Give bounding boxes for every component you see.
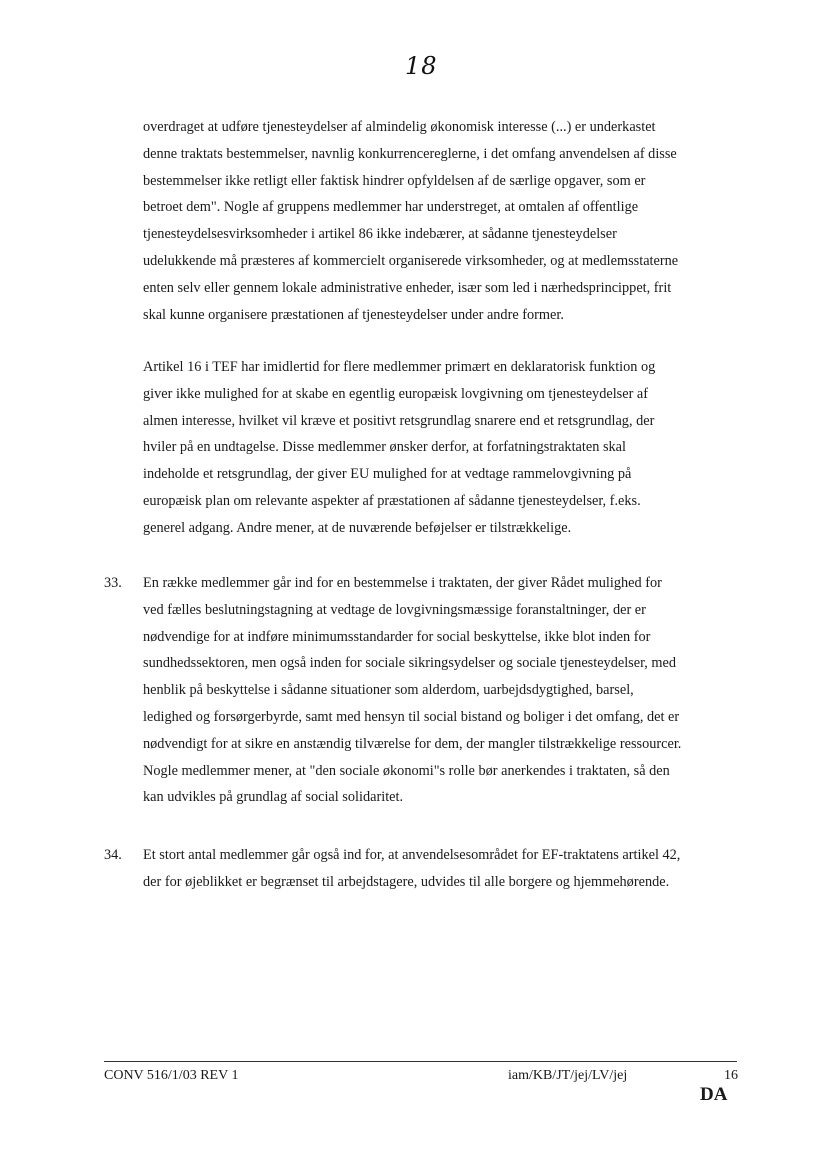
text-line: bestemmelser ikke retligt eller faktisk hindrer opfyldelsen af de særlige opgaver, som er — [143, 172, 646, 189]
text-line: kan udvikles på grundlag af social solidaritet. — [143, 789, 404, 806]
text-line: der for øjeblikket er begrænset til arbejdstagere, udvides til alle borgere og hjemmehørende. — [143, 873, 670, 890]
text-line: nødvendigt for at sikre en anstændig tilværelse for dem, der mangler tilstrækkelige ressourcer. — [143, 735, 682, 752]
text-line: tjenesteydelsesvirksomheder i artikel 86 ikke indebærer, at sådanne tjenesteydelser — [143, 226, 617, 243]
text-line: Et stort antal medlemmer går også ind for, at anvendelsesområdet for EF-traktatens artikel 42, — [143, 847, 681, 863]
paragraph-article-16 — [143, 354, 743, 542]
paragraph-number-33: 33. — [104, 575, 122, 591]
text-line: denne traktats bestemmelser, navnlig konkurrencereglerne, i det omfang anvendelsen af disse — [143, 145, 677, 162]
text-line: enten selv eller gennem lokale administrative enheder, især som led i nærhedsprincippet, frit — [143, 279, 672, 296]
text-line: udelukkende må præsteres af kommercielt organiserede virksomheder, og at medlemsstaterne — [143, 252, 679, 269]
handwritten-page-mark: 18 — [405, 52, 438, 80]
paragraph-continuation — [143, 114, 743, 328]
text-line: hviler på en undtagelse. Disse medlemmer ønsker derfor, at forfatningstraktaten skal — [143, 439, 626, 456]
paragraph-number-34: 34. — [104, 847, 122, 863]
text-line: En række medlemmer går ind for en bestemmelse i traktaten, der giver Rådet mulighed for — [143, 575, 662, 591]
text-line: ved fælles beslutningstagning at vedtage de lovgivningsmæssige foranstaltninger, der er — [143, 601, 646, 618]
text-line: Nogle medlemmer mener, at "den sociale økonomi"s rolle bør anerkendes i traktaten, så den — [143, 762, 670, 779]
text-line: europæisk plan om relevante aspekter af præstationen af sådanne tjenesteydelser, f.eks. — [143, 492, 641, 509]
text-line: sundhedssektoren, men også inden for sociale sikringsydelser og sociale tjenesteydelser, med — [143, 655, 677, 672]
footer-language-code: DA — [700, 1084, 728, 1105]
text-line: nødvendige for at indføre minimumsstandarder for social beskyttelse, ikke blot inden for — [143, 628, 651, 645]
footer-divider — [104, 1061, 737, 1062]
footer-initials: iam/KB/JT/jej/LV/jej — [508, 1068, 628, 1083]
text-line: almen interesse, hvilket vil kræve et positivt retsgrundlag snarere end et retsgrundlag, der — [143, 412, 655, 429]
text-line: ledighed og forsørgerbyrde, samt med hensyn til social bistand og boliger i det omfang, det er — [143, 708, 680, 725]
footer-document-reference: CONV 516/1/03 REV 1 — [104, 1068, 239, 1083]
paragraph-33 — [143, 570, 743, 811]
text-line: betroet dem". Nogle af gruppens medlemmer har understreget, at omtalen af offentlige — [143, 199, 639, 216]
text-line: giver ikke mulighed for at skabe en egentlig europæisk lovgivning om tjenesteydelser af — [143, 385, 649, 402]
text-line: skal kunne organisere præstationen af tjenesteydelser under andre former. — [143, 306, 564, 323]
text-line: overdraget at udføre tjenesteydelser af almindelig økonomisk interesse (...) er underkastet — [143, 119, 656, 135]
text-line: generel adgang. Andre mener, at de nuværende beføjelser er tilstrækkelige. — [143, 519, 572, 536]
text-line: indeholde et retsgrundlag, der giver EU mulighed for at vedtage rammelovgivning på — [143, 466, 632, 483]
paragraph-34 — [143, 842, 743, 896]
text-line: Artikel 16 i TEF har imidlertid for flere medlemmer primært en deklaratorisk funktion og — [143, 359, 656, 375]
footer-page-number: 16 — [724, 1068, 738, 1083]
text-line: henblik på beskyttelse i sådanne situationer som alderdom, uarbejdsdygtighed, barsel, — [143, 682, 634, 699]
